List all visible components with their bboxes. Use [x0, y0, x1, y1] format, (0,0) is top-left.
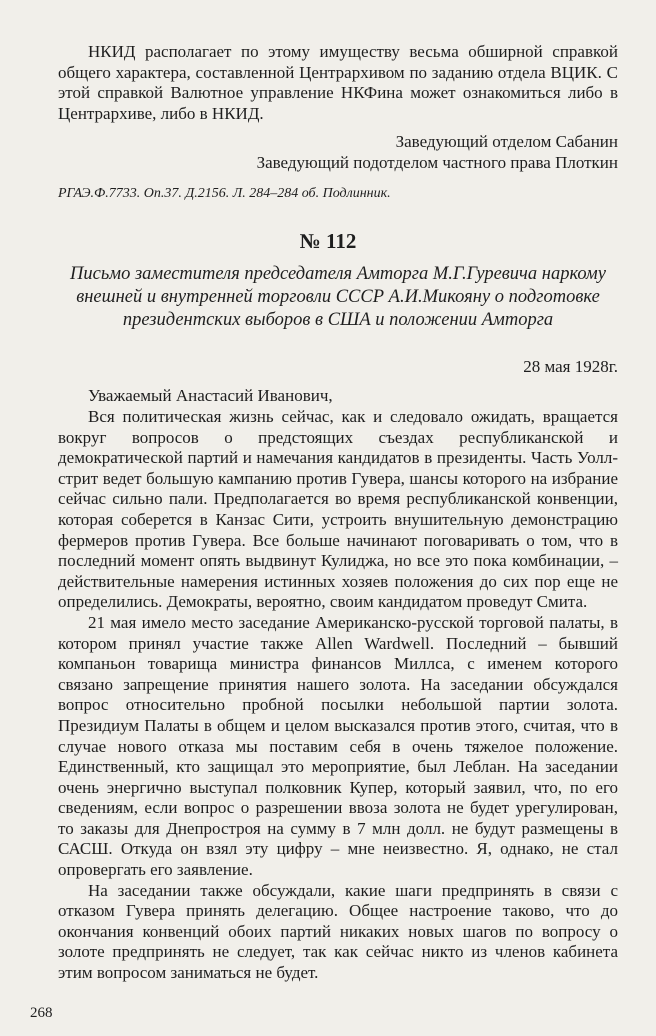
letter-body [58, 407, 618, 984]
document-title: Письмо заместителя председателя Амторга М.Г.Гуревича наркому внешней и внутренней торговли СССР А.И.Микояну о подготовке президентских выборов в США и положении Амторга [70, 264, 606, 330]
intro-paragraph [58, 42, 618, 124]
archive-source-reference: РГАЭ.Ф.7733. Оп.37. Д.2156. Л. 284–284 об. Подлинник. [58, 186, 391, 201]
signature-sabanin: Заведующий отделом Сабанин [395, 132, 618, 151]
document-date: 28 мая 1928г. [523, 357, 618, 376]
signature-plotkin: Заведующий подотделом частного права Плоткин [256, 153, 618, 172]
body-paragraph-2: 21 мая имело место заседание Американско-русской торговой палаты, в котором принял участие также Allen Wardwell. Последний – бывший компаньон товарища министра финансов Миллса, с именем которого связано запрещение принятия нашего золота. На заседании обсуждался вопрос относительно пробной посылки небольшой партии золота. Президиум Палаты в общем и целом высказался против этого, считая, что в случае нового отказа мы поставим себя в очень тяжелое положение. Единственный, кто защищал это мероприятие, был Леблан. На заседании очень энергично выступал полковник Купер, который заявил, что, по его сведениям, если вопрос о разрешении ввоза золота не будет урегулирован, то заказы для Днепростроя на сумму в 7 млн долл. не будут размещены в САСШ. Откуда он взял эту цифру – мне неизвестно. Я, однако, не стал опровергать его заявление. [58, 612, 618, 880]
intro-text: НКИД располагает по этому имуществу весьма обширной справкой общего характера, составленной Центрархивом по заданию отдела ВЦИК. С этой справкой Валютное управление НКФина может ознакомиться либо в Центрархиве, либо в НКИД. [58, 42, 618, 123]
body-paragraph-1: Вся политическая жизнь сейчас, как и следовало ожидать, вращается вокруг вопросов о предстоящих съездах республиканской и демократической партий и намечания кандидатов в президенты. Часть Уолл-стрит ведет большую кампанию против Гувера, шансы которого на избрание сейчас сильно пали. Предполагается во время республиканской конвенции, которая соберется в Канзас Сити, устроить внушительную демонстрацию фермеров против Гувера. Все больше начинают поговаривать о том, что в последний момент опять выдвинут Кулиджа, но все это пока комбинации, – действительные намерения истинных хозяев положения до сих пор еще не определились. Демократы, вероятно, своим кандидатом проведут Смита. [58, 407, 618, 612]
document-number: № 112 [299, 229, 357, 253]
body-paragraph-3: На заседании также обсуждали, какие шаги предпринять в связи с отказом Гувера принять делегацию. Общее настроение таково, что до окончания конвенций обоих партий никаких новых шагов по вопросу о золоте предпринять не следует, так как сейчас никто из членов кабинета этим вопросом заниматься не будет. [58, 880, 618, 983]
page-number: 268 [30, 1005, 53, 1021]
letter-greeting: Уважаемый Анастасий Иванович, [88, 386, 333, 405]
